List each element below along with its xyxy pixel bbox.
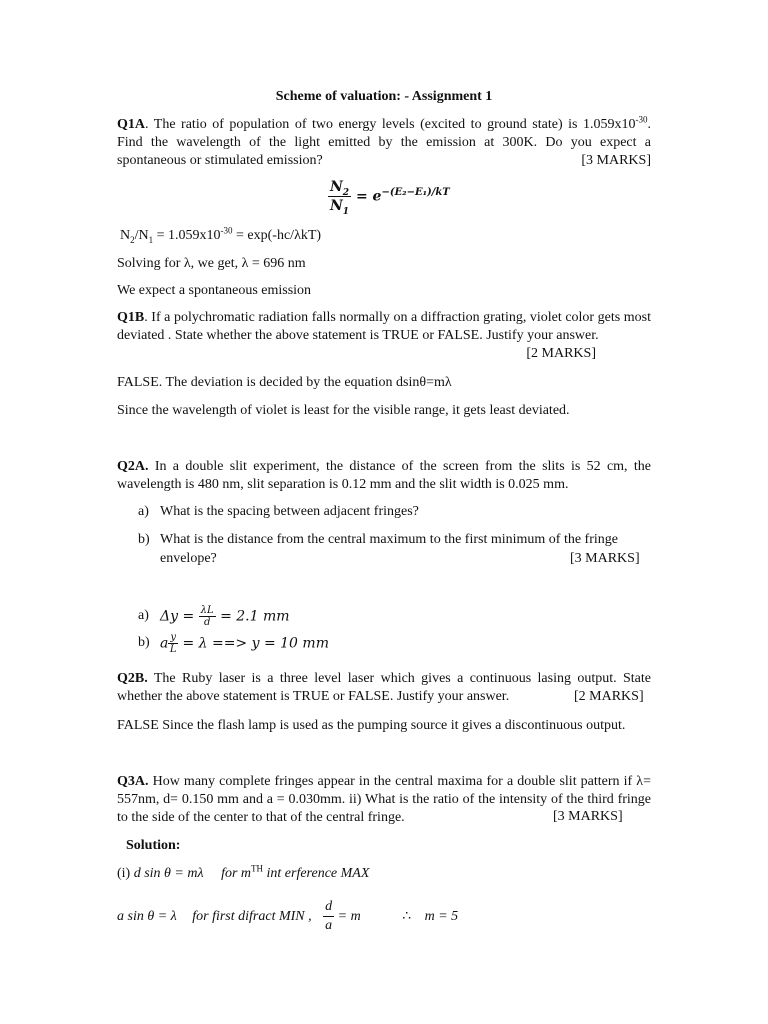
- question-text: . Find the wavelength of the light emitted by the emission at 300K. Do you expect a spontaneous or stimulated emission?: [117, 117, 651, 168]
- page-title: Scheme of valuation: - Assignment 1: [275, 89, 493, 104]
- exponent: -30: [635, 114, 648, 125]
- answer-line: $N_2/N_1 = 1.059x10^{-30} = \exp(-hc/\lambda kT)$: [120, 225, 322, 245]
- question-q1b: [117, 309, 651, 363]
- marks-label: [2 MARKS]: [574, 689, 644, 704]
- answer-line: FALSE. The deviation is decided by the equation dsinθ=mλ: [117, 375, 452, 390]
- question-label: Q2B.: [117, 671, 148, 686]
- question-label: Q1A: [117, 117, 145, 132]
- question-label: Q1B: [117, 310, 145, 325]
- question-q2a: [117, 458, 651, 494]
- answer-line: FALSE Since the flash lamp is used as the pumping source it gives a discontinuous output.: [117, 718, 626, 733]
- marks-label: [2 MARKS]: [526, 346, 596, 361]
- question-label: Q2A.: [117, 459, 149, 474]
- answer-line: Since the wavelength of violet is least for the visible range, it gets least deviated.: [117, 403, 570, 418]
- question-text: The Ruby laser is a three level laser which gives a continuous lasing output. State whether the above statement is TRUE or FALSE. Justify your answer.: [117, 671, 651, 704]
- question-text: In a double slit experiment, the distance of the screen from the slits is 52 cm, the wavelength is 480 nm, slit separation is 0.12 mm and the slit width is 0.025 mm.: [117, 459, 651, 492]
- boltzmann-equation: $\frac{N_2}{N_1}$ = $e^{-(E_2-E_1)/kT}$: [330, 179, 450, 217]
- document-page: Scheme of valuation: - Assignment 1 Q1A. The ratio of population of two energy levels (excited to ground state) is $1.059x10^{-30}$. Find the wavelength of the light emitted by the emission at 300K. Do you expect a spontaneous or stimulated emission? [3 MARKS] $\frac{N_2}{N_1}$ = $e^{-(E_2-E_1)/kT}$ $N_2/N_1 = 1.059x10^{-30} = \exp(-hc/\lambda kT)$ Solving for λ, we get, λ = 696 nm We expect a spontaneous emission Q1B. If a polychromatic radiation falls normally on a diffraction grating, violet color gets most deviated . State whether the above statement is TRUE or FALSE. Justify your answer. [2 MARKS] FALSE. The deviation is decided by the equation dsinθ=mλ Since the wavelength of violet is least for the visible range, it gets least deviated. Q2A. In a double slit experiment, the distance of the screen from the slits is 52 cm, the wavelength is 480 nm, slit separation is 0.12 mm and the slit width is 0.025 mm. a) What is the spacing between adjacent fringes? b) What is the distance from the central maximum to the first minimum of the fringe envelope? [3 MARKS] a) Δy = $\frac{\lambda L}{d}$ = 2.1 mm b) a $\frac{y}{L}$ = λ ==> y = 10 mm Q2B. The Ruby laser is a three level laser which gives a continuous lasing output. State whether the above statement is TRUE or FALSE. Justify your answer. [2 MARKS] FALSE Since the flash lamp is used as the pumping source it gives a discontinuous output. Q3A. How many complete fringes appear in the central maxima for a double slit pattern if λ= 557nm, d= 0.150 mm and a = 0.030mm. ii) What is the ratio of the intensity of the third fringe to the side of the center to that of the central fringe. [3 MARKS] Solution: (i) d sin θ = mλ for $m^{TH}$ int erference MAX a sin θ = λ for first difract MIN , $\frac{d}{a}$ = m ∴ m = 5: [0, 0, 768, 1024]
- answer-line: We expect a spontaneous emission: [117, 283, 312, 298]
- marks-label: [3 MARKS]: [553, 809, 623, 824]
- question-text: . The ratio of population of two energy levels (excited to ground state) is 1.059x10: [145, 117, 636, 132]
- question-q2b: [117, 670, 651, 706]
- answer-line: Solving for λ, we get, λ = 696 nm: [117, 256, 306, 271]
- question-text: . If a polychromatic radiation falls normally on a diffraction grating, violet color gets most deviated . State whether the above statement is TRUE or FALSE. Justify your answer.: [117, 310, 651, 343]
- marks-label: [3 MARKS]: [581, 153, 651, 168]
- marks-label: [3 MARKS]: [570, 551, 640, 566]
- question-q1a: [117, 116, 651, 170]
- question-label: Q3A.: [117, 774, 149, 789]
- solution-equation-2: a sin θ = λ for first difract MIN , $\frac{d}{a}$ = m ∴ m = 5: [117, 899, 459, 933]
- question-text: How many complete fringes appear in the central maxima for a double slit pattern if λ= 557nm, d= 0.150 mm and a = 0.030mm. ii) What is the ratio of the intensity of the third fringe to the side of the center to that of the central fringe.: [117, 774, 651, 825]
- solution-equation-1: (i) d sin θ = mλ for $m^{TH}$ int erference MAX: [117, 863, 370, 881]
- solution-heading: Solution:: [126, 838, 181, 853]
